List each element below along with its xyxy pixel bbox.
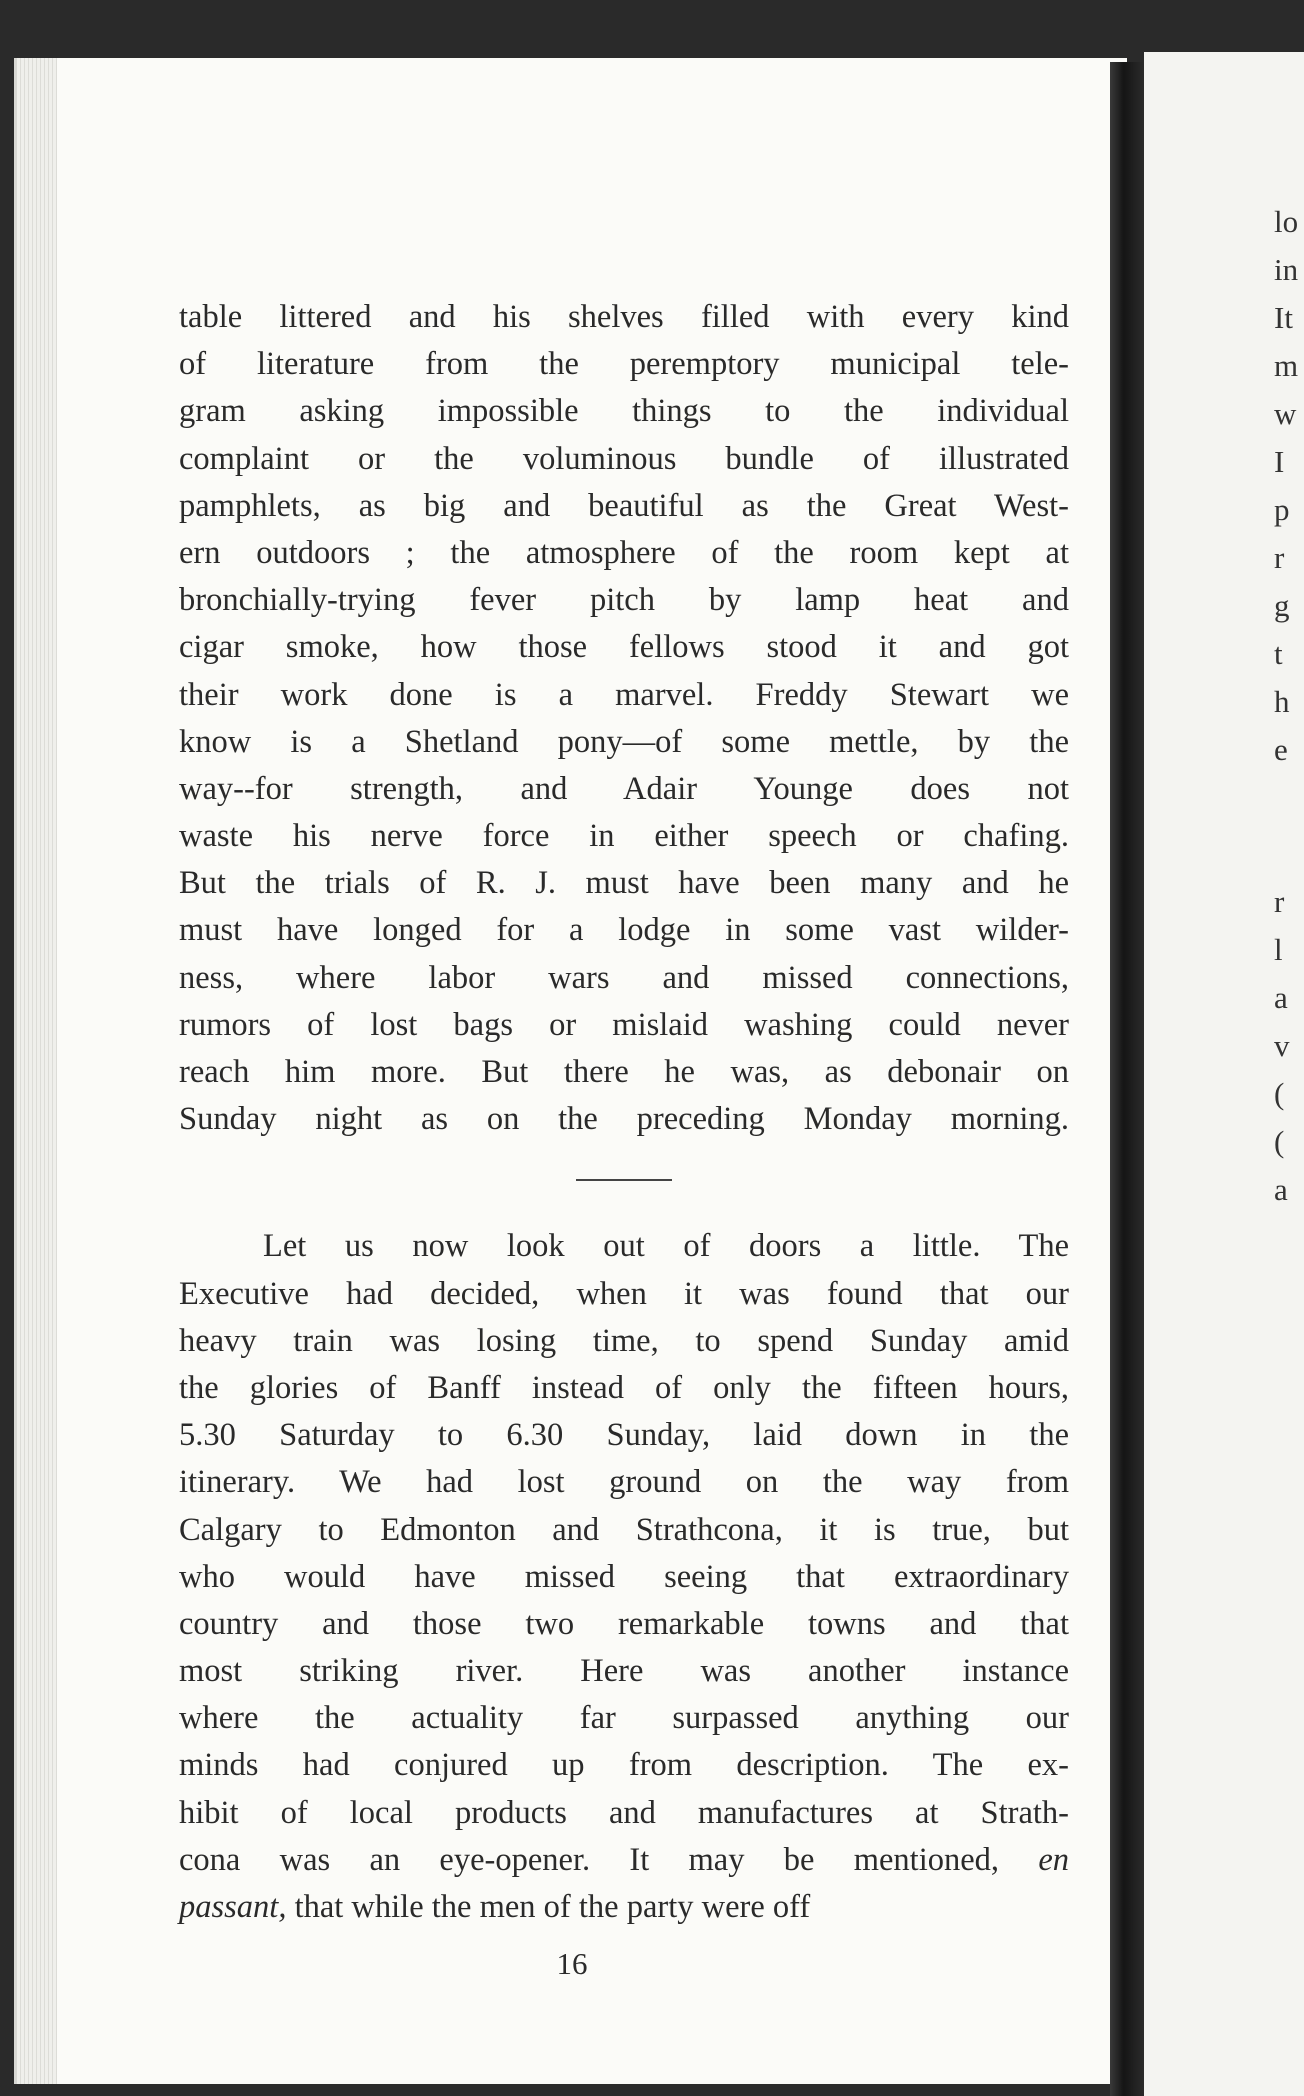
facing-text-fragment: in [1274,252,1299,287]
text-line: bronchially-trying fever pitch by lamp heat and [179,582,1069,619]
facing-text-fragment: ( [1274,1124,1285,1159]
text-line: where the actuality far surpassed anything our [179,1700,1069,1737]
page-edges [17,58,57,2084]
text-line: complaint or the voluminous bundle of illustrated [179,440,1069,477]
facing-text-fragment: a [1274,1172,1288,1207]
facing-text-fragment: g [1274,588,1290,623]
text-line-with-italic [179,1884,1069,1931]
facing-text-fragment: r [1274,540,1285,575]
text-line: Calgary to Edmonton and Strathcona, it is true, but [179,1511,1069,1548]
facing-text-fragment: e [1274,732,1288,767]
text-line: the glories of Banff instead of only the fifteen hours, [179,1369,1069,1406]
text-line: Let us now look out of doors a little. The [263,1228,1069,1265]
italic-phrase: passant, [179,1889,287,1925]
book-gutter [1110,62,1144,2096]
left-page [14,58,1127,2084]
text-line: itinerary. We had lost ground on the way from [179,1464,1069,1501]
text-line: country and those two remarkable towns and that [179,1605,1069,1642]
text-line: gram asking impossible things to the individual [179,393,1069,430]
paragraph-2 [179,1223,1069,1931]
text-line: heavy train was losing time, to spend Sunday amid [179,1322,1069,1359]
facing-text-fragment: I [1274,444,1285,479]
facing-text-fragment: p [1274,492,1290,527]
text-line: Sunday night as on the preceding Monday morning. [179,1101,1069,1138]
text-line: know is a Shetland pony—of some mettle, by the [179,723,1069,760]
facing-text-fragment: lo [1274,204,1299,239]
facing-text-fragment: It [1274,300,1293,335]
body-text [179,294,1069,1931]
text-line: hibit of local products and manufactures at Strath- [179,1794,1069,1831]
text-line: their work done is a marvel. Freddy Stewart we [179,676,1069,713]
text-line: must have longed for a lodge in some vast wilder- [179,912,1069,949]
text-line: most striking river. Here was another instance [179,1653,1069,1690]
text-line: 5.30 Saturday to 6.30 Sunday, laid down in the [179,1417,1069,1454]
facing-text-fragment: w [1274,396,1297,431]
text-line: table littered and his shelves filled with every kind [179,299,1069,335]
paragraph-1 [179,294,1069,1143]
text-line: But the trials of R. J. must have been many and he [179,865,1069,902]
facing-text-fragment: a [1274,980,1288,1015]
text-line-with-italic [179,1837,1069,1884]
text-segment: cona was an eye-opener. It may be mentioned, [179,1841,1000,1878]
text-line: way--for strength, and Adair Younge does not [179,770,1069,807]
section-divider [576,1179,672,1181]
text-line: rumors of lost bags or mislaid washing could never [179,1006,1069,1043]
facing-text-fragment: m [1274,348,1299,383]
facing-text-fragment: l [1274,932,1283,967]
text-line: of literature from the peremptory municipal tele- [179,346,1069,383]
facing-text-fragment: h [1274,684,1290,719]
text-line: reach him more. But there he was, as debonair on [179,1054,1069,1090]
page-number: 16 [556,1946,588,1981]
text-line: pamphlets, as big and beautiful as the Great West- [179,487,1069,524]
text-line: waste his nerve force in either speech or chafing. [179,818,1069,855]
italic-phrase: en [1038,1841,1070,1878]
facing-text-fragment: r [1274,884,1285,919]
facing-text-fragment: t [1274,636,1283,671]
facing-text-fragment: ( [1274,1076,1285,1111]
text-line: minds had conjured up from description. The ex- [179,1747,1069,1784]
text-segment: that while the men of the party were off [286,1889,811,1925]
text-line: Executive had decided, when it was found that our [179,1275,1069,1312]
text-line: ern outdoors ; the atmosphere of the room kept at [179,534,1069,571]
text-line: who would have missed seeing that extraordinary [179,1558,1069,1595]
facing-page [1144,52,1304,2096]
text-line: ness, where labor wars and missed connections, [179,959,1069,996]
facing-text-fragment: v [1274,1028,1290,1063]
text-line: cigar smoke, how those fellows stood it and got [179,629,1069,666]
